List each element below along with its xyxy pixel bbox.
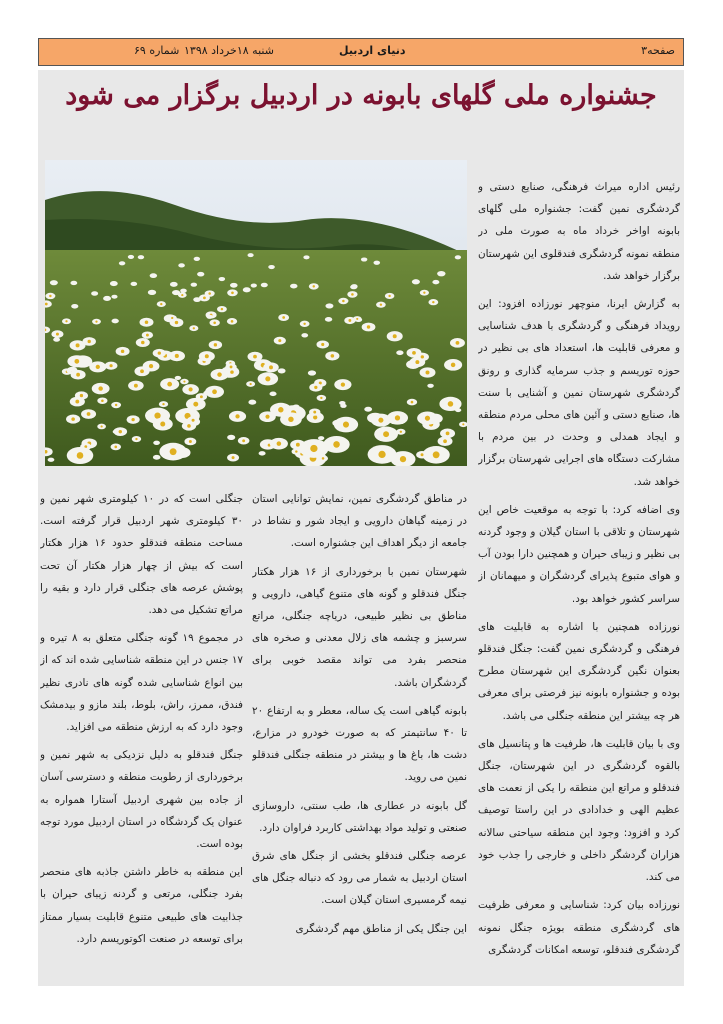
daisy-center xyxy=(114,446,117,449)
daisy-center xyxy=(181,294,183,296)
daisy-center xyxy=(231,291,234,294)
daisy-petals xyxy=(53,337,60,341)
daisy-petals xyxy=(111,295,117,299)
daisy-center xyxy=(303,323,305,325)
daisy-petals xyxy=(303,255,309,259)
daisy-center xyxy=(193,402,198,407)
daisy-center xyxy=(87,412,91,416)
daisy-center xyxy=(425,416,430,421)
daisy-petals xyxy=(308,370,316,375)
daisy-petals xyxy=(270,392,277,397)
daisy-center xyxy=(187,424,191,428)
paragraph: در مجموع ۱۹ گونه جنگلی متعلق به ۸ تیره و ۱۷ جنس در این منطقه شناسایی شده اند که از بین انواع شناسایی شده گونه های نادری نظیر فندق، ممرز، راش، بلوط، بلند مازو و بیدمشک وجود دارد که به ارزش منطقه می افزاید. xyxy=(40,632,243,734)
daisy-center xyxy=(383,431,389,437)
daisy-petals xyxy=(339,401,345,405)
daisy-center xyxy=(158,351,161,354)
daisy-petals xyxy=(153,441,160,445)
daisy-center xyxy=(200,395,203,398)
daisy-center xyxy=(426,371,430,375)
paragraph: عرصه جنگلی فندقلو بخشی از جنگل های شرق استان اردبیل به شمار می رود که دنباله جنگل های نیمه گرمسیری استان گیلان است. xyxy=(252,850,467,907)
paragraph: بابونه گیاهی است یک ساله، معطر و به ارتفاع ۲۰ تا ۴۰ سانتیمتر که به صورت خودرو در مزارع، دشت ها، باغ ها و بیشتر در منطقه جنگلی فندقلو نمین می روید. xyxy=(252,704,467,784)
daisy-center xyxy=(213,321,216,324)
daisy-center xyxy=(208,292,211,295)
paragraph: رئیس اداره میراث فرهنگی، صنایع دستی و گردشگری نمین گفت: جشنواره ملی گلهای بابونه اواخر خرداد ماه به صورت ملی در منطقه نمونه گردشگری فندقلوی این شهرستان برگزار خواهد شد. xyxy=(478,181,680,282)
daisy-petals xyxy=(455,255,461,259)
daisy-center xyxy=(65,320,67,322)
paragraph: در مناطق گردشگری نمین، نمایش توانایی استان در زمینه گیاهان دارویی و ایجاد شور و نشاط در جامعه از دیگر اهداف این جشنواره است. xyxy=(252,493,467,550)
paragraph: نورزاده همچنین با اشاره به قابلیت های فرهنگی و گردشگری نمین گفت: جنگل فندقلو بعنوان نگین گردشگری این شهرستان مطرح بوده و جشنواره بابونه نیز فرصتی برای معرفی هر چه بیشتر این منطقه جنگلی می باشد. xyxy=(478,620,680,722)
daisy-center xyxy=(119,430,122,433)
daisy-petals xyxy=(293,405,300,409)
daisy-center xyxy=(400,456,406,462)
paragraph: جنگل فندقلو به دلیل نزدیکی به شهر نمین و برخورداری از رطوبت منطقه و دسترسی آسان از جاده بین شهری اردبیل آستارا همواره به عنوان یک گردشگاه در استان اردبیل مورد توجه بوده است. xyxy=(40,749,243,851)
issue-date: شنبه ۱۸خرداد ۱۳۹۸ xyxy=(184,44,274,57)
daisy-center xyxy=(321,343,324,346)
paragraph: جنگلی است که در ۱۰ کیلومتری شهر نمین و ۳۰ کیلومتری شهر اردبیل قرار گرفته است. مساحت منطقه فندقلو حدود ۱۶ هزار هکتار است که بیش از چهار هزار هکتار آن تحت پوشش عرصه های جنگلی قرار دارد و بقیه را مراتع تشکیل می دهد. xyxy=(40,493,243,617)
daisy-petals xyxy=(50,280,58,285)
daisy-center xyxy=(313,411,316,414)
daisy-center xyxy=(98,386,102,390)
article-column-3 xyxy=(40,488,243,978)
daisy-center xyxy=(160,422,165,427)
daisy-center xyxy=(71,417,75,421)
daisy-center xyxy=(76,343,80,347)
daisy-center xyxy=(146,334,149,337)
daisy-center xyxy=(192,419,195,422)
daisy-petals xyxy=(427,384,433,388)
daisy-petals xyxy=(175,376,181,380)
daisy-center xyxy=(313,285,315,287)
daisy-center xyxy=(451,363,456,368)
daisy-center xyxy=(109,364,112,367)
daisy-petals xyxy=(259,451,266,456)
daisy-center xyxy=(412,351,416,355)
daisy-petals xyxy=(268,265,275,269)
daisy-petals xyxy=(91,291,98,296)
daisy-petals xyxy=(251,284,257,288)
daisy-center xyxy=(74,359,79,364)
daisy-center xyxy=(265,376,270,381)
daisy-petals xyxy=(71,304,78,309)
daisy-center xyxy=(282,316,285,319)
paragraph: به گزارش ایرنا، منوچهر نورزاده افزود: این رویداد فرهنگی و گردشگری با هدف شناسایی و معرفی قابلیت ها، استعداد های بی نظیر در حوزه توریسم و جذب سرمایه گذاری و رونق گردشگری شهرستان نمین و آشنایی با سنت ها، صنایع دستی و آئین های محلی مردم منطقه و ایجاد همدلی و وحدت در بین مردم با مشارکت دستگاه های اجرایی شهرستان برگزار خواهد شد. xyxy=(478,298,680,488)
daisy-petals xyxy=(261,283,268,288)
daisy-center xyxy=(135,438,137,440)
daisy-petals xyxy=(219,277,225,281)
daisy-center xyxy=(342,300,345,303)
daisy-petals xyxy=(177,411,184,415)
daisy-petals xyxy=(103,296,111,301)
daisy-petals xyxy=(193,297,201,302)
daisy-center xyxy=(367,325,370,328)
daisy-center xyxy=(378,418,383,423)
daisy-center xyxy=(242,439,245,442)
daisy-petals xyxy=(350,285,357,290)
daisy-petals xyxy=(437,271,445,276)
daisy-center xyxy=(101,425,103,427)
daisy-center xyxy=(456,341,460,345)
daisy-petals xyxy=(191,283,197,287)
article-headline: جشنواره ملی گلهای بابونه در اردبیل برگزار می شود xyxy=(65,80,657,111)
daisy-center xyxy=(411,401,414,404)
page-header-bar xyxy=(38,38,684,66)
daisy-center xyxy=(75,400,79,404)
daisy-petals xyxy=(194,257,200,261)
daisy-petals xyxy=(248,253,254,257)
daisy-center xyxy=(310,445,317,452)
daisy-center xyxy=(115,404,117,406)
daisy-center xyxy=(448,401,454,407)
daisy-petals xyxy=(119,261,125,265)
daisy-center xyxy=(393,334,397,338)
daisy-center xyxy=(140,369,144,373)
daisy-center xyxy=(167,382,172,387)
daisy-petals xyxy=(248,400,256,405)
paragraph: شهرستان نمین با برخورداری از ۱۶ هزار هکتار جنگل فندقلو و گونه های متنوع گیاهی، دارویی و مناطق بی نظیر طبیعی، دریاچه جنگلی، مراتع سرسبز و چشمه های زلال معدنی و صخره های منحصر بفرد می تواند مقصد خوبی برای گردشگران باشد. xyxy=(252,565,467,689)
daisy-center xyxy=(296,443,300,447)
daisy-petals xyxy=(112,319,119,324)
daisy-petals xyxy=(364,407,372,412)
daisy-center xyxy=(232,456,235,459)
paragraph: وی اضافه کرد: با توجه به موقعیت خاص این شهرستان و تلاقی با استان گیلان و وجود گردنه بی نظیر و زیبای حیران و همچنین دارا بودن آب و هوای متبوع پذیرای گردشگران و میهمانان از سراسر کشور خواهد بود. xyxy=(478,503,680,605)
daisy-center xyxy=(322,457,325,460)
daisy-petals xyxy=(432,280,439,284)
daisy-petals xyxy=(128,255,134,259)
daisy-center xyxy=(277,441,282,446)
daisy-petals xyxy=(70,281,77,285)
daisy-center xyxy=(203,297,206,300)
daisy-petals xyxy=(172,290,180,295)
daisy-center xyxy=(95,321,97,323)
article-column-2 xyxy=(252,488,467,978)
daisy-center xyxy=(76,373,80,377)
daisy-petals xyxy=(318,436,324,440)
daisy-center xyxy=(214,343,217,346)
page-number: صفحه۳ xyxy=(641,44,675,57)
daisy-petals xyxy=(243,287,251,292)
daisy-center xyxy=(183,380,185,382)
daisy-center xyxy=(77,452,84,459)
daisy-center xyxy=(145,320,148,323)
daisy-center xyxy=(278,407,283,412)
daisy-center xyxy=(189,440,192,443)
daisy-petals xyxy=(69,367,77,372)
chamomile-field-photo xyxy=(45,160,467,466)
daisy-center xyxy=(348,319,351,322)
daisy-petals xyxy=(325,317,332,322)
daisy-center xyxy=(121,350,124,353)
daisy-center xyxy=(56,333,59,336)
daisy-center xyxy=(278,339,281,342)
daisy-petals xyxy=(278,368,286,373)
daisy-center xyxy=(443,439,447,443)
daisy-center xyxy=(351,293,354,296)
daisy-center xyxy=(80,394,83,397)
daisy-center xyxy=(250,383,252,385)
daisy-center xyxy=(205,354,209,358)
daisy-center xyxy=(423,292,425,294)
daisy-center xyxy=(88,340,91,343)
daisy-center xyxy=(415,360,419,364)
daisy-center xyxy=(175,321,178,324)
daisy-petals xyxy=(290,284,297,289)
daisy-center xyxy=(253,355,257,359)
daisy-petals xyxy=(131,282,138,286)
daisy-petals xyxy=(197,272,204,277)
daisy-center xyxy=(400,431,402,433)
paragraph: این جنگل یکی از مناطق مهم گردشگری xyxy=(295,922,467,935)
daisy-center xyxy=(341,382,345,386)
daisy-center xyxy=(193,327,195,329)
daisy-petals xyxy=(178,263,185,267)
daisy-center xyxy=(170,448,177,455)
daisy-center xyxy=(230,370,234,374)
paragraph: گل بابونه در عطاری ها، طب سنتی، داروسازی صنعتی و تولید مواد بهداشتی کاربرد فراوان دارد. xyxy=(252,799,467,834)
daisy-center xyxy=(230,365,233,368)
daisy-center xyxy=(462,423,464,425)
daisy-center xyxy=(314,386,317,389)
daisy-center xyxy=(235,414,239,418)
daisy-petals xyxy=(138,255,144,259)
daisy-petals xyxy=(407,363,415,368)
daisy-center xyxy=(395,415,400,420)
issue-number: شماره ۶۹ xyxy=(134,44,180,57)
daisy-center xyxy=(295,450,297,452)
daisy-center xyxy=(269,365,273,369)
daisy-center xyxy=(388,295,390,297)
daisy-petals xyxy=(412,279,420,284)
daisy-center xyxy=(446,431,450,435)
daisy-petals xyxy=(206,315,212,319)
publication-name: دنیای اردبیل xyxy=(339,44,406,57)
daisy-center xyxy=(96,365,100,369)
daisy-center xyxy=(49,295,51,297)
daisy-center xyxy=(217,372,221,376)
daisy-petals xyxy=(325,303,333,308)
daisy-center xyxy=(212,389,217,394)
daisy-center xyxy=(149,364,153,368)
daisy-petals xyxy=(373,261,380,265)
daisy-center xyxy=(380,303,382,305)
daisy-petals xyxy=(396,350,403,355)
daisy-petals xyxy=(180,289,187,293)
daisy-petals xyxy=(361,257,367,261)
daisy-center xyxy=(221,308,223,310)
daisy-petals xyxy=(301,333,308,337)
daisy-petals xyxy=(227,435,235,440)
daisy-petals xyxy=(110,281,118,286)
daisy-center xyxy=(433,451,440,458)
daisy-center xyxy=(288,417,293,422)
paragraph: این منطقه به خاطر داشتن جاذبه های منحصر بفرد جنگلی، مرتعی و گردنه زیبای حیران با جذابیت های طبیعی متنوع قابلیت بسیار ممتاز برای توسعه در صنعت اکوتوریسم دارد. xyxy=(40,866,243,945)
daisy-center xyxy=(162,403,164,405)
daisy-petals xyxy=(230,283,238,288)
daisy-center xyxy=(189,387,193,391)
daisy-center xyxy=(313,415,317,419)
daisy-center xyxy=(154,413,160,419)
daisy-center xyxy=(378,451,385,458)
daisy-center xyxy=(134,384,138,388)
daisy-center xyxy=(432,301,434,303)
daisy-center xyxy=(331,354,335,358)
daisy-center xyxy=(231,320,234,323)
daisy-petals xyxy=(48,458,55,462)
daisy-petals xyxy=(153,455,161,460)
daisy-petals xyxy=(170,282,178,287)
daisy-center xyxy=(160,303,162,305)
daisy-petals xyxy=(148,290,156,295)
article-column-1 xyxy=(478,176,680,966)
daisy-center xyxy=(320,397,322,399)
daisy-center xyxy=(421,453,424,456)
daisy-center xyxy=(265,415,269,419)
daisy-center xyxy=(356,318,358,320)
paragraph: وی با بیان قابلیت ها، ظرفیت ها و پتانسیل های بالقوه گردشگری در این شهرستان، جنگل فندقلو و مراتع این منطقه را یکی از نعمت های عظیم الهی و خدادادی در این راستا توصیف کرد و افزود: وجود این منطقه سیاحتی سالانه هزاران گردشگر داخلی و خارجی را جذب خود می کند. xyxy=(478,737,680,884)
daisy-center xyxy=(421,355,424,358)
daisy-center xyxy=(141,341,145,345)
daisy-center xyxy=(333,441,340,448)
daisy-center xyxy=(343,421,349,427)
daisy-center xyxy=(175,354,179,358)
paragraph: نورزاده بیان کرد: شناسایی و معرفی ظرفیت های گردشگری منطقه بویژه جنگل نمونه گردشگری فندقلو، توسعه امکانات گردشگری xyxy=(478,899,680,956)
daisy-center xyxy=(101,399,104,402)
daisy-center xyxy=(131,418,134,421)
daisy-petals xyxy=(455,408,461,412)
daisy-petals xyxy=(150,273,157,278)
